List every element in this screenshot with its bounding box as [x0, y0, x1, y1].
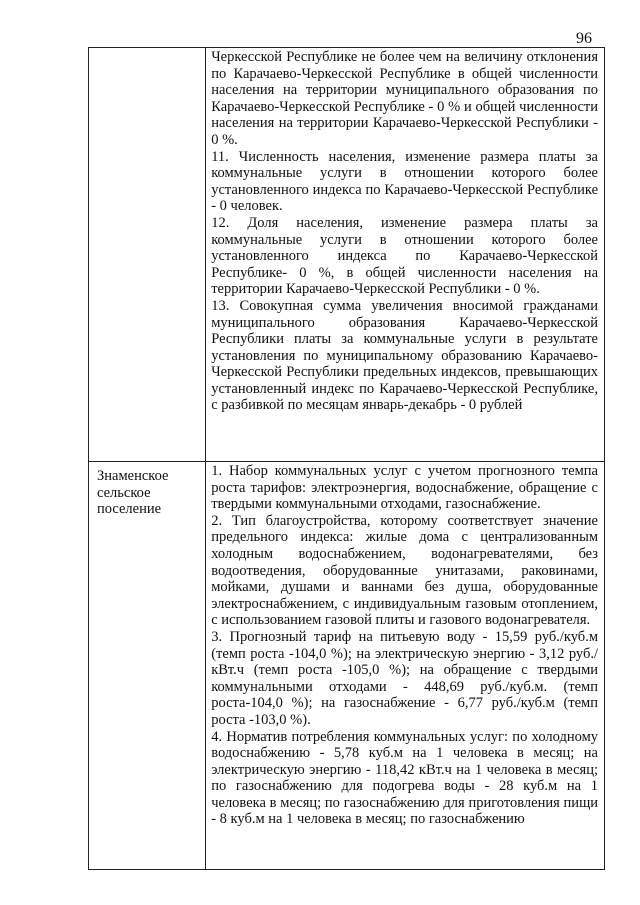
content-cell: [206, 462, 605, 870]
document-table: [88, 47, 605, 870]
paragraph: Черкесской Республике не более чем на величину отклонения по Карачаево-Черкесской Республике в общей численности населения на территории муниципального образования по Карачаево-Черкесской Республике - 0 % и общей численности населения на территории Карачаево-Черкесской Республики - 0 %.: [211, 49, 598, 148]
paragraph: 13. Совокупная сумма увеличения вносимой гражданами муниципального образования Карачаево-Черкесской Республики платы за коммунальные услуги в результате установления по муниципальному образованию Карачаево-Черкесской Республики предельных индексов, превышающих установленный индекс по Карачаево-Черкесской Республике, с разбивкой по месяцам январь-декабрь - 0 рублей: [211, 297, 598, 414]
municipality-name: [89, 48, 205, 54]
municipality-cell: [89, 48, 206, 462]
page-number: 96: [576, 30, 592, 47]
paragraph: 3. Прогнозный тариф на питьевую воду - 15,59 руб./куб.м (темп роста -104,0 %); на электрическую энергию - 3,12 руб./кВт.ч (темп роста -105,0 %); на обращение с твердыми коммунальными отходами - 448,69 руб./куб.м. (темп роста-104,0 %); на газоснабжение - 6,77 руб./куб.м (темп роста -103,0 %).: [211, 628, 598, 728]
table-row: [89, 48, 605, 462]
content-cell: [206, 48, 605, 462]
paragraph: 12. Доля населения, изменение размера платы за коммунальные услуги в отношении которого более установленного индекса по Карачаево-Черкесской Республике- 0 %, в общей численности населения на территории Карачаево-Черкесской Республики - 0 %.: [211, 214, 598, 298]
municipality-name: Знаменское сельское поселение: [97, 468, 169, 518]
municipality-cell: [89, 462, 206, 870]
paragraph: 1. Набор коммунальных услуг с учетом прогнозного темпа роста тарифов: электроэнергия, водоснабжение, обращение с твердыми коммунальными отходами, газоснабжение.: [211, 463, 598, 513]
paragraph: 4. Норматив потребления коммунальных услуг: по холодному водоснабжению - 5,78 куб.м на 1 человека в месяц; на электрическую энергию - 118,42 кВт.ч на 1 человека в месяц; по газоснабжению для подогрева воды - 28 куб.м на 1 человека в месяц; по газоснабжению для приготовления пищи - 8 куб.м на 1 человека в месяц; по газоснабжению: [211, 728, 598, 828]
table-row: [89, 462, 605, 870]
paragraph: 11. Численность населения, изменение размера платы за коммунальные услуги в отношении которого более установленного индекса по Карачаево-Черкесской Республике - 0 человек.: [211, 148, 598, 215]
paragraph: 2. Тип благоустройства, которому соответствует значение предельного индекса: жилые дома с централизованным холодным водоснабжением, водонагревателями, без водоотведения, оборудованные унитазами, раковинами, мойками, душами и ваннами без душа, оборудованные электроснабжением, с индивидуальным газовым отоплением, с использованием газовой плиты и газового водонагревателя.: [211, 512, 598, 629]
